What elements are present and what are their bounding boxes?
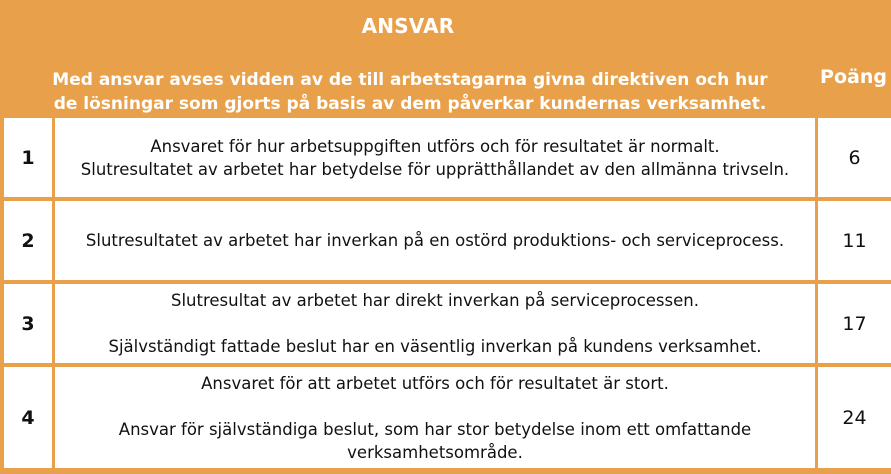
row-number: 3 [4, 284, 52, 363]
row-text-line: Ansvar för självständiga beslut, som har stor betydelse inom ett omfattande [118, 419, 752, 439]
row-points: 17 [818, 284, 891, 363]
row-number: 2 [4, 201, 52, 280]
row-description [55, 367, 815, 468]
table-row-3 [0, 284, 891, 363]
row-points: 6 [818, 118, 891, 197]
row-points: 24 [818, 367, 891, 468]
table-row-2 [0, 201, 891, 280]
table-description: Med ansvar avses vidden av de till arbetstagarna givna direktiven och hur de lösningar som gjorts på basis av dem påverkar kundernas verksamhet. [52, 70, 768, 114]
row-number: 4 [4, 367, 52, 468]
row-text-line: Slutresultatet av arbetet har betydelse för upprätthållandet av den allmänna trivseln. [80, 159, 790, 179]
row-text-line: Slutresultatet av arbetet har inverkan på en ostörd produktions- och serviceprocess. [85, 231, 785, 250]
table-row-4 [0, 367, 891, 468]
row-points: 11 [818, 201, 891, 280]
row-description [55, 118, 815, 197]
row-description [55, 284, 815, 363]
table-header [0, 0, 891, 118]
row-text-line: verksamhetsområde. [347, 442, 523, 462]
row-description [55, 201, 815, 280]
row-text-line: Ansvaret för att arbetet utförs och för resultatet är stort. [201, 373, 669, 393]
row-text-line: Slutresultat av arbetet har direkt inverkan på serviceprocessen. [171, 291, 699, 310]
row-number: 1 [4, 118, 52, 197]
points-column-header: Poäng [820, 66, 887, 88]
row-text-line: Ansvaret för hur arbetsuppgiften utförs och för resultatet är normalt. [150, 136, 720, 156]
table-title: ANSVAR [361, 14, 455, 38]
table-row-1 [0, 118, 891, 197]
row-text-line: Självständigt fattade beslut har en väsentlig inverkan på kundens verksamhet. [108, 337, 762, 356]
